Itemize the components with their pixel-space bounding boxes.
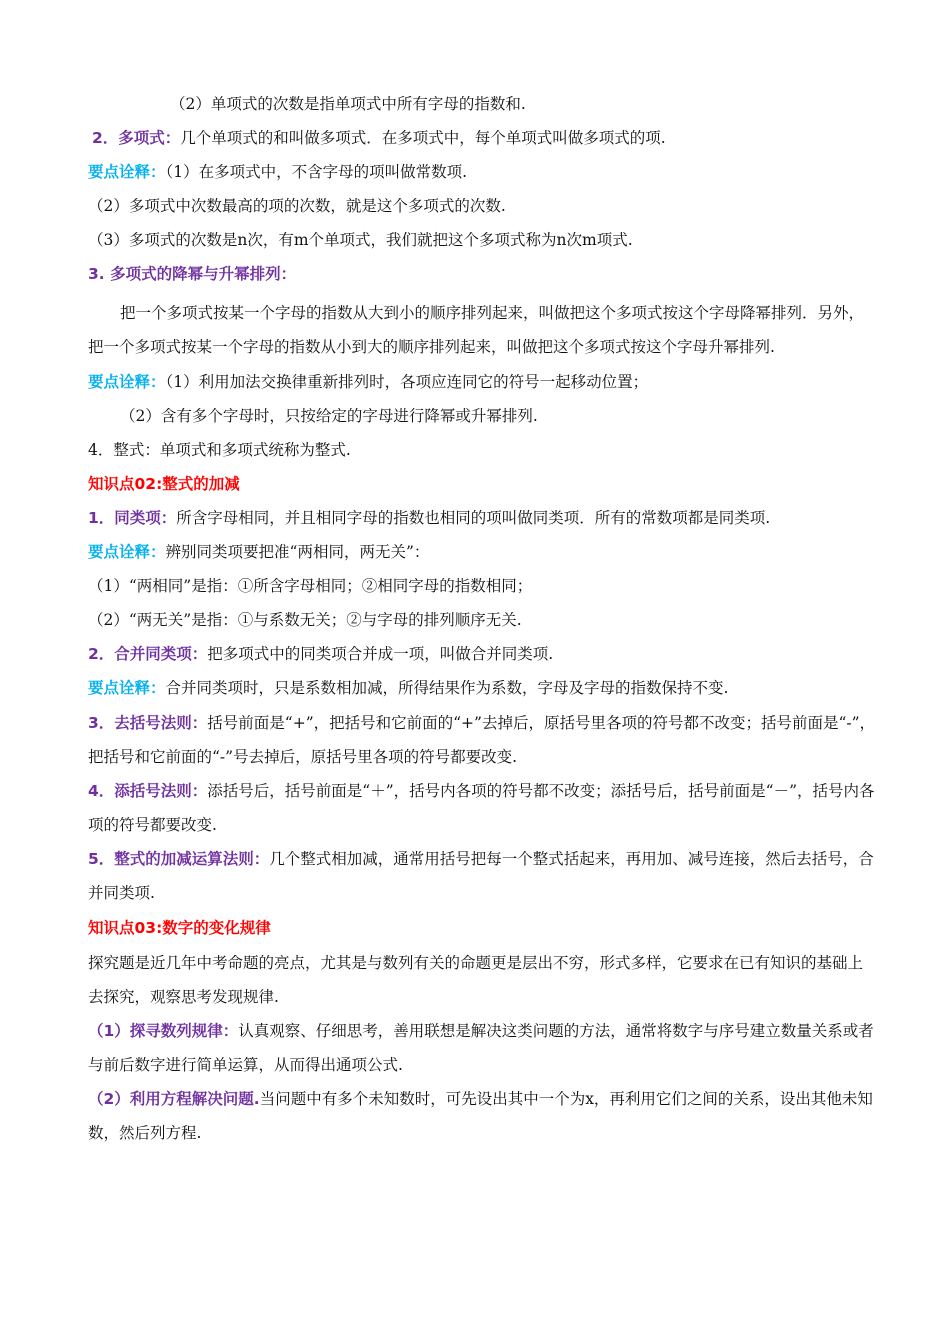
term-label: 3．去括号法则： (88, 714, 208, 732)
line-poly-degree: （2）多项式中次数最高的项的次数，就是这个多项式的次数. (88, 197, 506, 215)
term-label: 2．合并同类项： (88, 645, 208, 663)
paragraph-exploration: 探究题是近几年中考命题的亮点，尤其是与数列有关的命题更是层出不穷，形式多样，它要求在已有知识的基础上去探究，观察思考发现规律. (88, 954, 864, 1006)
paragraph-remove-brackets: 3．去括号法则：括号前面是“+”，把括号和它前面的“+”去掉后，原括号里各项的符号都不改变；括号前面是“-”，把括号和它前面的“-”号去掉后，原括号里各项的符号都要改变. (88, 714, 876, 766)
section-heading-02: 知识点02:整式的加减 (88, 475, 240, 493)
line-combine-like-terms: 2．合并同类项：把多项式中的同类项合并成一项，叫做合并同类项. (88, 645, 554, 663)
line-order-heading (88, 258, 878, 292)
note-label: 要点诠释： (88, 543, 166, 561)
line-note-like-terms: 要点诠释：辨别同类项要把准“两相同，两无关”： (88, 543, 430, 561)
paragraph-sequence-rule: （1）探寻数列规律：认真观察、仔细思考，善用联想是解决这类问题的方法，通常将数字与序号建立数量关系或者与前后数字进行简单运算，从而得出通项公式. (88, 1022, 874, 1074)
paragraph-add-subtract-rule: 5．整式的加减运算法则：几个整式相加减，通常用括号把每一个整式括起来，再用加、减号连接，然后去括号，合并同类项. (88, 850, 874, 902)
line-monomial-degree: （2）单项式的次数是指单项式中所有字母的指数和. (170, 95, 526, 113)
note-label: 要点诠释： (88, 679, 166, 697)
line-two-same: （1）“两相同”是指：①所含字母相同；②相同字母的指数相同； (88, 577, 533, 595)
line-note-combine: 要点诠释：合并同类项时，只是系数相加减，所得结果作为系数，字母及字母的指数保持不变. (88, 679, 729, 697)
line-n-degree-m-term: （3）多项式的次数是n次，有m个单项式，我们就把这个多项式称为n次m项式. (88, 231, 633, 249)
paragraph-order: 把一个多项式按某一个字母的指数从大到小的顺序排列起来，叫做把这个多项式按这个字母降幂排列．另外，把一个多项式按某一个字母的指数从小到大的顺序排列起来，叫做把这个多项式按这个字母升幂排列. (88, 304, 865, 356)
line-multi-letter: （2）含有多个字母时，只按给定的字母进行降幂或升幂排列. (120, 407, 538, 425)
paragraph-add-brackets: 4．添括号法则：添括号后，括号前面是“＋”，括号内各项的符号都不改变；添括号后，括号前面是“－”，括号内各项的符号都要改变. (88, 782, 875, 834)
term-label: 4．添括号法则： (88, 782, 208, 800)
term-label: （1）探寻数列规律： (88, 1022, 239, 1040)
note-label: 要点诠释： (88, 373, 166, 391)
term-label: 1．同类项： (88, 509, 177, 527)
term-label: （2）利用方程解决问题. (88, 1090, 260, 1108)
note-label: 要点诠释： (88, 163, 166, 181)
line-integral-expression: 4．整式：单项式和多项式统称为整式. (88, 441, 351, 459)
paragraph-equation-method: （2）利用方程解决问题.当问题中有多个未知数时，可先设出其中一个为x，再利用它们之间的关系，设出其他未知数，然后列方程. (88, 1090, 873, 1142)
line-two-unrelated: （2）“两无关”是指：①与系数无关；②与字母的排列顺序无关. (88, 611, 522, 629)
term-label: 3. 多项式的降幂与升幂排列： (88, 265, 297, 283)
line-note-reorder: 要点诠释：（1）利用加法交换律重新排列时，各项应连同它的符号一起移动位置； (88, 373, 649, 391)
term-label: 2．多项式： (92, 129, 181, 147)
line-like-terms: 1．同类项：所含字母相同，并且相同字母的指数也相同的项叫做同类项．所有的常数项都是同类项. (88, 509, 771, 527)
line-polynomial-def: 2．多项式：几个单项式的和叫做多项式．在多项式中，每个单项式叫做多项式的项. (92, 129, 666, 147)
line-note-constant: 要点诠释：（1）在多项式中，不含字母的项叫做常数项. (88, 163, 468, 181)
section-heading-03: 知识点03:数字的变化规律 (88, 919, 271, 937)
term-label: 5．整式的加减运算法则： (88, 850, 270, 868)
